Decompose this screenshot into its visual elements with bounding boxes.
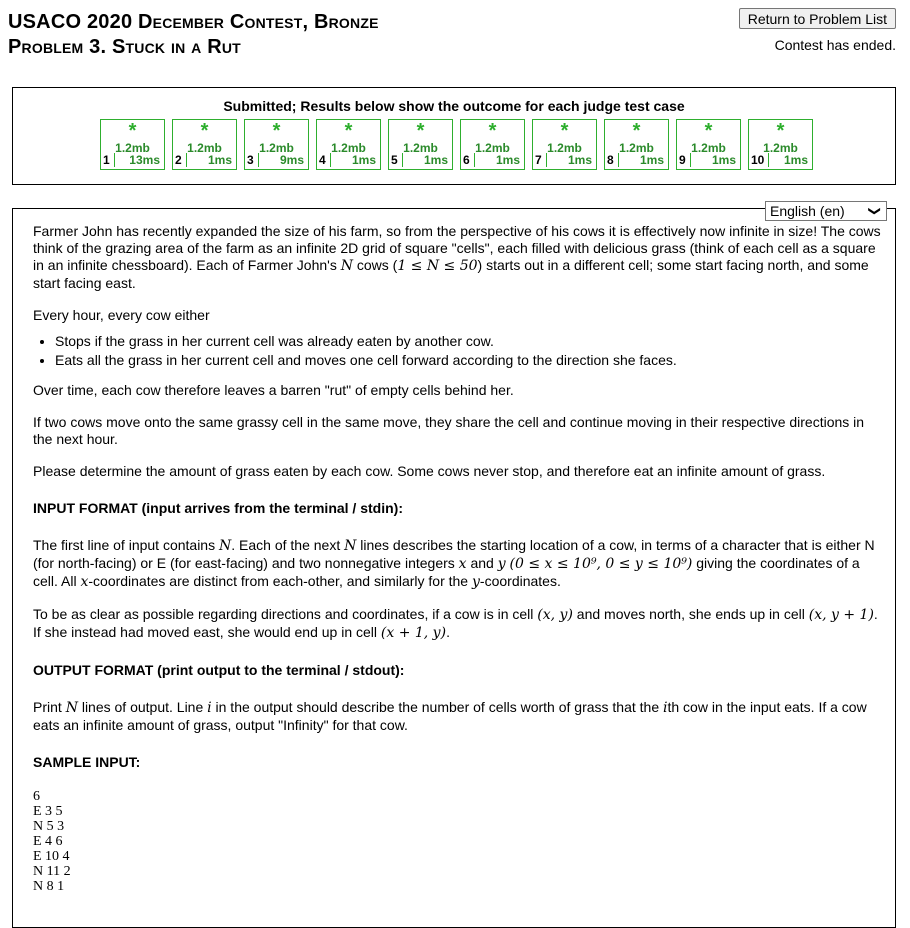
test-case-number: 10 xyxy=(751,153,769,167)
problem-statement-panel xyxy=(12,203,896,928)
list-item: • Eats all the grass in her current cell and moves one cell forward according to the direction she faces. xyxy=(55,352,881,369)
page-header xyxy=(0,0,910,70)
test-case-number: 1 xyxy=(103,153,115,167)
test-case-result xyxy=(676,119,741,170)
results-heading: Submitted; Results below show the outcome for each judge test case xyxy=(223,98,685,114)
test-case-result xyxy=(460,119,525,170)
test-case-result xyxy=(316,119,381,170)
test-case-number: 3 xyxy=(247,153,259,167)
test-case-result xyxy=(244,119,309,170)
problem-title: Problem 3. Stuck in a Rut xyxy=(8,36,241,58)
test-case-time: 1ms xyxy=(567,153,592,167)
test-case-result xyxy=(532,119,597,170)
test-case-time: 1ms xyxy=(423,153,448,167)
correct-star-icon: * xyxy=(416,120,425,142)
rut-paragraph: Over time, each cow therefore leaves a barren "rut" of empty cells behind her. xyxy=(33,382,514,398)
test-case-memory: 1.2mb xyxy=(403,141,438,155)
correct-star-icon: * xyxy=(200,120,209,142)
contest-title: USACO 2020 December Contest, Bronze xyxy=(8,11,379,33)
test-case-time: 1ms xyxy=(495,153,520,167)
test-case-result xyxy=(748,119,813,170)
correct-star-icon: * xyxy=(272,120,281,142)
task-paragraph: Please determine the amount of grass eaten by each cow. Some cows never stop, and therefore eat an infinite amount of grass. xyxy=(33,463,826,479)
test-case-list xyxy=(100,119,813,170)
correct-star-icon: * xyxy=(560,120,569,142)
test-case-time: 9ms xyxy=(279,153,304,167)
test-case-number: 6 xyxy=(463,153,475,167)
intro-paragraph: Farmer John has recently expanded the size of his farm, so from the perspective of his cows it is effectively now infinite in size! The cows think of the grazing area of the farm as an infinite 2D grid of square "cells", each filled with delicious grass (think of each cell as a square in an infinite chessboard). Each of Farmer John's N cows (1 ≤ N ≤ 50) starts out in a different cell; some start facing north, and some start facing east. xyxy=(33,223,881,291)
chevron-down-icon: ❯ xyxy=(867,205,882,217)
correct-star-icon: * xyxy=(344,120,353,142)
test-case-memory: 1.2mb xyxy=(763,141,798,155)
test-case-time: 1ms xyxy=(351,153,376,167)
test-case-time: 1ms xyxy=(711,153,736,167)
return-to-problem-list-button[interactable]: Return to Problem List xyxy=(739,8,896,29)
test-case-memory: 1.2mb xyxy=(331,141,366,155)
test-case-memory: 1.2mb xyxy=(547,141,582,155)
correct-star-icon: * xyxy=(488,120,497,142)
test-case-time: 1ms xyxy=(207,153,232,167)
direction-paragraph: To be as clear as possible regarding directions and coordinates, if a cow is in cell (x, y) and moves north, she ends up in cell (x, y + 1). If she instead had moved east, she would end up in cell (x + 1, y). xyxy=(33,606,878,641)
test-case-result xyxy=(172,119,237,170)
rule-list xyxy=(33,333,881,369)
test-case-result xyxy=(604,119,669,170)
test-case-number: 5 xyxy=(391,153,403,167)
results-panel xyxy=(12,87,896,185)
test-case-number: 2 xyxy=(175,153,187,167)
list-item: • Stops if the grass in her current cell was already eaten by another cow. xyxy=(55,333,881,350)
page-title xyxy=(8,10,379,60)
test-case-number: 7 xyxy=(535,153,547,167)
output-description: Print N lines of output. Line i in the output should describe the number of cells worth of grass that the ith cow in the input eats. If a cow eats an infinite amount of grass, output "Infinity" for that cow. xyxy=(33,699,867,733)
test-case-memory: 1.2mb xyxy=(187,141,222,155)
problem-text xyxy=(33,223,881,894)
sharing-paragraph: If two cows move onto the same grassy cell in the same move, they share the cell and continue moving in their respective directions in the next hour. xyxy=(33,414,865,447)
test-case-memory: 1.2mb xyxy=(619,141,654,155)
test-case-result xyxy=(100,119,165,170)
output-format-heading: OUTPUT FORMAT (print output to the terminal / stdout): xyxy=(33,662,405,678)
sample-input-heading: SAMPLE INPUT: xyxy=(33,754,141,770)
rule-intro: Every hour, every cow either xyxy=(33,307,210,323)
input-format-heading: INPUT FORMAT (input arrives from the terminal / stdin): xyxy=(33,500,403,516)
language-selected-value: English (en) xyxy=(770,203,845,219)
test-case-time: 13ms xyxy=(129,153,160,167)
correct-star-icon: * xyxy=(776,120,785,142)
test-case-memory: 1.2mb xyxy=(259,141,294,155)
test-case-time: 1ms xyxy=(783,153,808,167)
test-case-number: 4 xyxy=(319,153,331,167)
test-case-result xyxy=(388,119,453,170)
correct-star-icon: * xyxy=(704,120,713,142)
contest-status: Contest has ended. xyxy=(774,37,896,53)
test-case-memory: 1.2mb xyxy=(115,141,150,155)
correct-star-icon: * xyxy=(632,120,641,142)
test-case-memory: 1.2mb xyxy=(475,141,510,155)
test-case-time: 1ms xyxy=(639,153,664,167)
input-description: The first line of input contains N. Each of the next N lines describes the starting location of a cow, in terms of a character that is either N (for north-facing) or E (for east-facing) and two nonnegative integers x and y (0 ≤ x ≤ 10⁹, 0 ≤ y ≤ 10⁹) giving the coordinates of a cell. All x-coordinates are distinct from each-other, and similarly for the y-coordinates. xyxy=(33,537,875,590)
test-case-memory: 1.2mb xyxy=(691,141,726,155)
test-case-number: 9 xyxy=(679,153,691,167)
test-case-number: 8 xyxy=(607,153,619,167)
language-select[interactable] xyxy=(765,201,887,221)
correct-star-icon: * xyxy=(128,120,137,142)
sample-input: 6 E 3 5 N 5 3 E 4 6 E 10 4 N 11 2 N 8 1 xyxy=(33,789,71,894)
